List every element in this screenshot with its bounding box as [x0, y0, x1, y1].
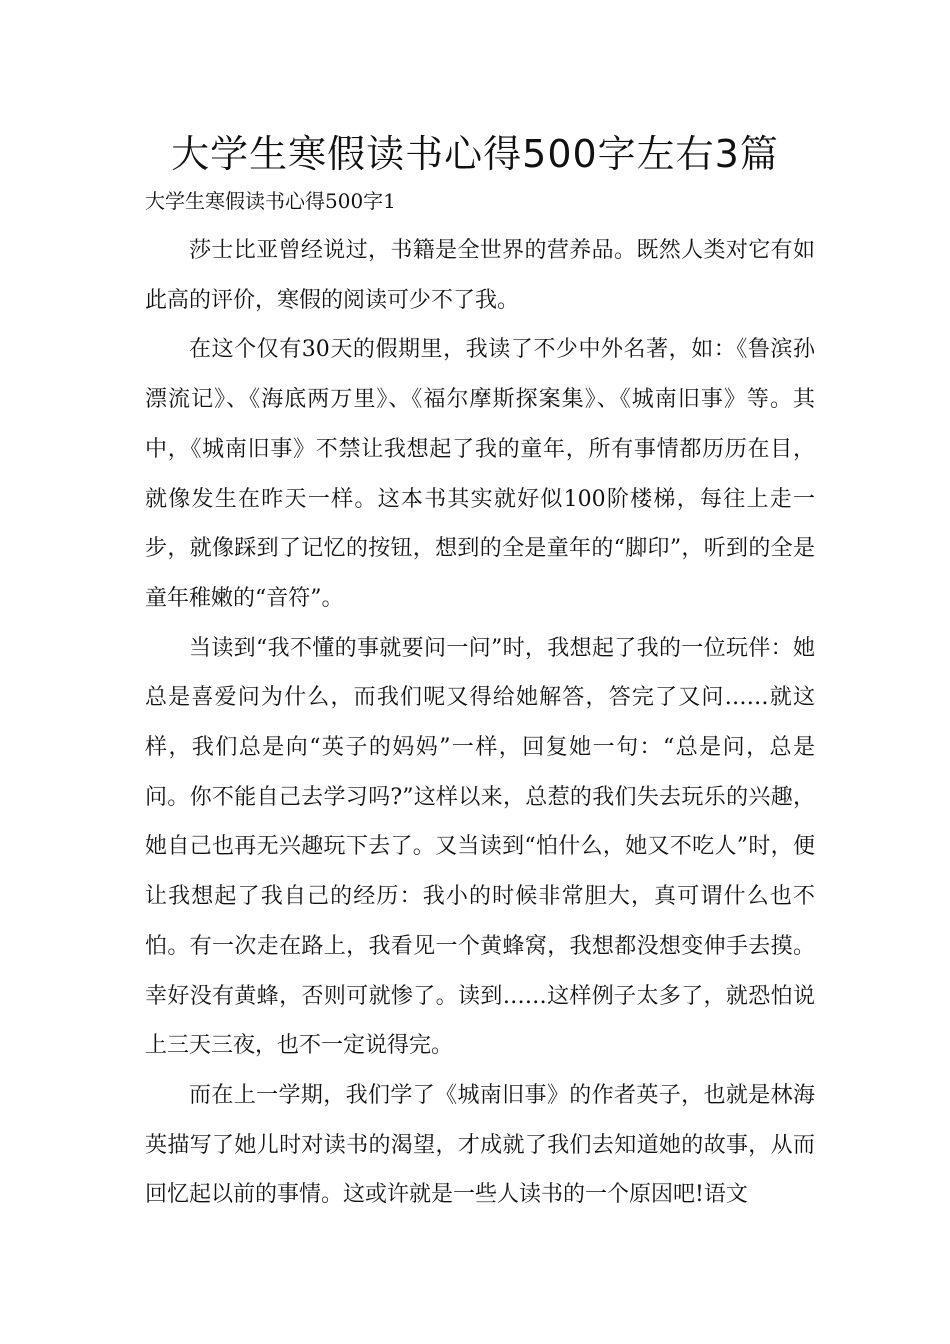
paragraph: 在这个仅有30天的假期里，我读了不少中外名著，如：《鲁滨孙漂流记》、《海底两万里》、《福尔摩斯探案集》、《城南旧事》等。其中，《城南旧事》不禁让我想起了我的童年，所有事情都历历在目，就像发生在昨天一样。这本书其实就好似100阶楼梯，每往上走一步，就像踩到了记忆的按钮，想到的全是童年的“脚印”，听到的全是童年稚嫩的“音符”。	[145, 337, 815, 611]
paragraph: 当读到“我不懂的事就要问一问”时，我想起了我的一位玩伴：她总是喜爱问为什么，而我们呢又得给她解答，答完了又问……就这样，我们总是向“英子的妈妈”一样，回复她一句：“总是问，总是问。你不能自己去学习吗?”这样以来，总惹的我们失去玩乐的兴趣，她自己也再无兴趣玩下去了。又当读到“怕什么，她又不吃人”时，便让我想起了我自己的经历：我小的时候非常胆大，真可谓什么也不怕。有一次走在路上，我看见一个黄蜂窝，我想都没想变伸手去摸。幸好没有黄蜂，否则可就惨了。读到……这样例子太多了，就恐怕说上三天三夜，也不一定说得完。	[145, 635, 815, 1059]
document-title: 大学生寒假读书心得500字左右3篇	[171, 132, 779, 176]
paragraph: 莎士比亚曾经说过，书籍是全世界的营养品。既然人类对它有如此高的评价，寒假的阅读可少不了我。	[145, 238, 815, 313]
document-body	[145, 226, 815, 1220]
paragraph: 而在上一学期，我们学了《城南旧事》的作者英子，也就是林海英描写了她儿时对读书的渴望，才成就了我们去知道她的故事，从而回忆起以前的事情。这或许就是一些人读书的一个原因吧!语文	[145, 1082, 815, 1208]
section-heading: 大学生寒假读书心得500字1	[145, 189, 396, 213]
